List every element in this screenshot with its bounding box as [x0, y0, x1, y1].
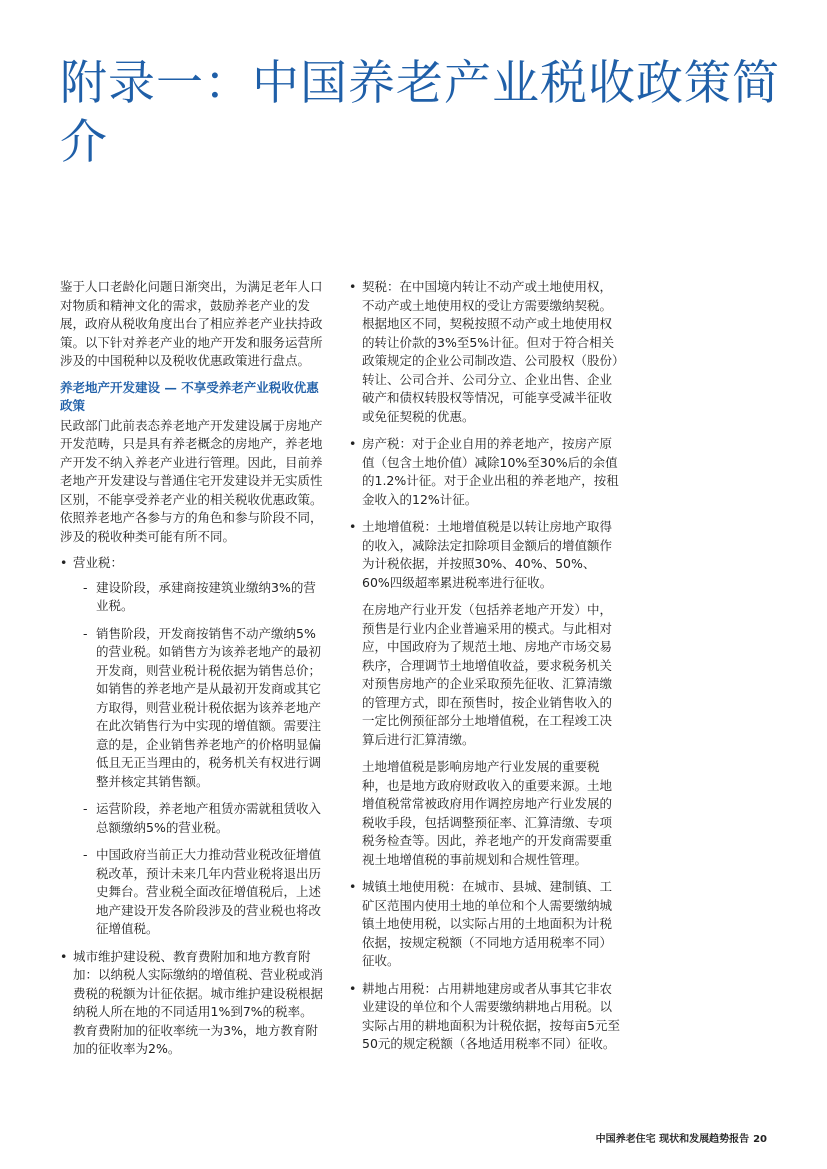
bullet-icon: •: [349, 279, 357, 294]
tax-list-right-2: [349, 878, 621, 1054]
list-item-text: 城镇土地使用税：在城市、县城、建制镇、工矿区范围内使用土地的单位和个人需要缴纳城镇土地使用税，以实际占用的土地面积为计税依据，按规定税额（不同地方适用税率不同）征收。: [362, 879, 613, 968]
right-column: [349, 278, 621, 1063]
list-item-text: 房产税：对于企业自用的养老地产，按房产原值（包含土地价值）减除10%至30%后的余值的1.2%计征。对于企业出租的养老地产，按租金收入的12%计征。: [362, 436, 619, 507]
section-paragraph: 民政部门此前表态养老地产开发建设属于房地产开发范畴，只是具有养老概念的房地产，养老地产开发不纳入养老产业进行管理。因此，目前养老地产开发建设与普通住宅开发建设并无实质性区别，不能享受养老产业的相关税收优惠政策。依照养老地产各参与方的角色和参与阶段不同，涉及的税收种类可能有所不同。: [60, 417, 323, 544]
sub-item-text: 中国政府当前正大力推动营业税改征增值税改革，预计未来几年内营业税将退出历史舞台。营业税全面改征增值税后，上述地产建设开发各阶段涉及的营业税也将改征增值税。: [96, 847, 322, 936]
dash-icon: -: [83, 625, 88, 641]
land-vat-continuation: 在房地产行业开发（包括养老地产开发）中，预售是行业内企业普遍采用的模式。与此相对应，中国政府为了规范土地、房地产市场交易秩序，合理调节土地增值收益，要求税务机关对预售房地产的企业采取预先征收、汇算清缴的管理方式，即在预售时，按企业销售收入的一定比例预征部分土地增值税，在工程竣工决算后进行汇算清缴。: [362, 602, 613, 747]
list-item-text: 契税：在中国境内转让不动产或土地使用权，不动产或土地使用权的受让方需要缴纳契税。根据地区不同，契税按照不动产或土地使用权的转让价款的3%至5%计征。但对于符合相关政策规定的企业公司制改造、公司股权（股份）转让、公司合并、公司分立、企业出售、企业破产和债权转股权等情况，可能享受减半征收或免征契税的优惠。: [362, 279, 619, 424]
left-column: [60, 278, 324, 1068]
section-subheading: 养老地产开发建设 — 不享受养老产业税收优惠政策: [60, 379, 319, 413]
sub-list-item: [73, 800, 324, 837]
dash-icon: -: [83, 847, 88, 862]
list-item-business-tax: [60, 554, 324, 939]
list-item-property-tax: [349, 435, 621, 509]
tax-list-right: [349, 278, 621, 592]
page-number: 20: [753, 1134, 767, 1145]
bullet-icon: •: [349, 879, 357, 894]
page-title: 附录一：中国养老产业税收政策简介: [60, 56, 780, 170]
page-footer: [596, 1130, 767, 1145]
bullet-icon: •: [60, 948, 68, 964]
sub-list-item: [73, 625, 324, 792]
list-item-text: 耕地占用税：占用耕地建房或者从事其它非农业建设的单位和个人需要缴纳耕地占用税。以实际占用的耕地面积为计税依据，按每亩5元至50元的规定税额（各地适用税率不同）征收。: [362, 980, 620, 1051]
intro-paragraph: 鉴于人口老龄化问题日渐突出，为满足老年人口对物质和精神文化的需求，鼓励养老产业的发展，政府从税收角度出台了相应养老产业扶持政策。以下针对养老产业的地产开发和服务运营所涉及的中国税种以及税收优惠政策进行盘点。: [60, 279, 323, 368]
list-item-land-use-tax: [349, 878, 621, 971]
list-item-label: 营业税：: [73, 555, 124, 570]
dash-icon: -: [83, 801, 88, 816]
tax-list-left: [60, 554, 324, 1059]
sub-list-item: [73, 579, 324, 616]
sub-item-text: 建设阶段，承建商按建筑业缴纳3%的营业税。: [96, 579, 316, 613]
sub-list: [73, 579, 324, 939]
list-item-farmland-tax: [349, 980, 621, 1054]
list-item-urban-construction-tax: [60, 948, 324, 1059]
bullet-icon: •: [349, 436, 357, 451]
land-vat-continuation: 土地增值税是影响房地产行业发展的重要税种，也是地方政府财政收入的重要来源。土地增值税常常被政府用作调控房地产行业发展的税收手段，包括调整预征率、汇算清缴、专项税务检查等。因此，养老地产的开发商需要重视土地增值税的事前规划和合规性管理。: [362, 759, 613, 867]
sub-item-text: 运营阶段，养老地产租赁亦需就租赁收入总额缴纳5%的营业税。: [96, 801, 322, 835]
list-item-text: 城市维护建设税、教育费附加和地方教育附加：以纳税人实际缴纳的增值税、营业税或消费税的税额为计征依据。城市维护建设税根据纳税人所在地的不同适用1%到7%的税率。教育费附加的征收率统一为3%，地方教育附加的征收率为2%。: [73, 948, 324, 1056]
bullet-icon: •: [60, 555, 68, 570]
bullet-icon: •: [349, 519, 357, 534]
list-item-deed-tax: [349, 278, 621, 426]
sub-item-text: 销售阶段，开发商按销售不动产缴纳5%的营业税。如销售方为该养老地产的最初开发商，则营业税计税依据为销售总价；如销售的养老地产是从最初开发商或其它方取得，则营业税计税依据为该养老地产在此次销售行为中实现的增值额。需要注意的是，企业销售养老地产的价格明显偏低且无正当理由的，税务机关有权进行调整并核定其销售额。: [96, 625, 322, 789]
dash-icon: -: [83, 579, 88, 595]
list-item-land-vat: [349, 518, 621, 592]
bullet-icon: •: [349, 980, 357, 996]
footer-report-title: 中国养老住宅 现状和发展趋势报告: [595, 1134, 750, 1145]
sub-list-item: [73, 846, 324, 939]
list-item-text: 土地增值税：土地增值税是以转让房地产取得的收入，减除法定扣除项目金额后的增值额作为计税依据，并按照30%、40%、50%、60%四级超率累进税率进行征收。: [362, 519, 613, 590]
